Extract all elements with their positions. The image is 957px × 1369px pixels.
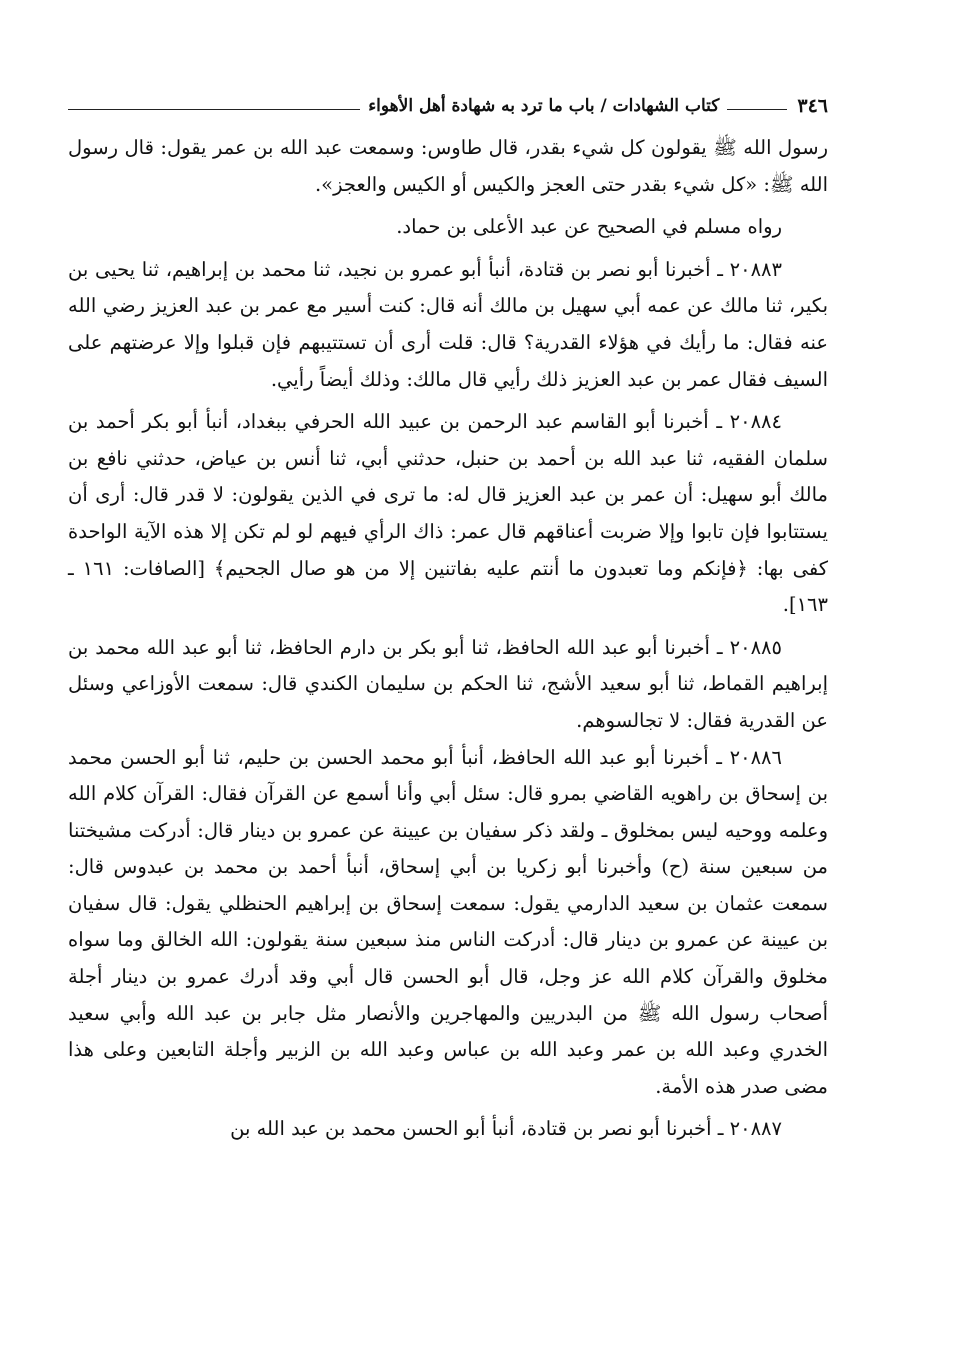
document-body bbox=[68, 130, 828, 1148]
paragraph-narration-note: رواه مسلم في الصحيح عن عبد الأعلى بن حماد. bbox=[396, 215, 782, 239]
paragraph-hadith-20885: ٢٠٨٨٥ ـ أخبرنا أبو عبد الله الحافظ، ثنا أبو بكر بن دارم الحافظ، ثنا أبو عبد الله محمد بن إبراهيم القماط، ثنا أبو سعيد الأشج، ثنا الحكم بن سليمان الكندي قال: سمعت الأوزاعي وسئل عن القدرية فقال: لا تجالسوهم. bbox=[68, 635, 828, 732]
paragraph-hadith-20884: ٢٠٨٨٤ ـ أخبرنا أبو القاسم عبد الرحمن بن عبيد الله الحرفي ببغداد، أنبأ أبو بكر أحمد بن سلمان الفقيه، ثنا عبد الله بن أحمد بن حنبل، حدثني أبي، ثنا أنس بن عياض، حدثني نافع بن مالك أبو سهيل: أن عمر بن عبد العزيز قال له: ما ترى في الذين يقولون: لا قدر قال: أرى أن يستتابوا فإن تابوا وإلا ضربت أعناقهم قال عمر: ذاك الرأي فيهم لو لم تكن إلا هذه الآية الواحدة كفى بها: ﴿فإنكم وما تعبدون ما أنتم عليه بفاتنين إلا من هو صال الجحيم﴾ [الصافات: ١٦١ ـ ١٦٣]. bbox=[68, 410, 829, 617]
paragraph-continuation: رسول الله ﷺ يقولون كل شيء بقدر، قال طاوس: وسمعت عبد الله بن عمر يقول: قال رسول الله ﷺ: «كل شيء بقدر حتى العجز والكيس أو الكيس والعجز». bbox=[68, 136, 828, 196]
paragraph-hadith-20883: ٢٠٨٨٣ ـ أخبرنا أبو نصر بن قتادة، أنبأ أبو عمرو بن نجيد، ثنا محمد بن إبراهيم، ثنا يحيى بن بكير، ثنا مالك عن عمه أبي سهيل بن مالك أنه قال: كنت أسير مع عمر بن عبد العزيز رضي الله عنه فقال: ما رأيك في هؤلاء القدرية؟ قال: قلت أرى أن تستتيبهم فإن قبلوا وإلا عرضتهم على السيف فقال عمر بن عبد العزيز ذلك رأيي قال مالك: وذلك أيضاً رأيي. bbox=[68, 257, 828, 391]
header-rule-right bbox=[727, 109, 787, 110]
paragraph-hadith-20887: ٢٠٨٨٧ ـ أخبرنا أبو نصر بن قتادة، أنبأ أبو الحسن محمد بن عبد الله بن bbox=[230, 1117, 782, 1141]
running-header bbox=[68, 88, 828, 124]
page-number: ٣٤٦ bbox=[797, 95, 828, 117]
paragraph-hadith-20886: ٢٠٨٨٦ ـ أخبرنا أبو عبد الله الحافظ، أنبأ أبو محمد الحسن بن حليم، ثنا أبو الحسن محمد بن إسحاق بن راهويه القاضي بمرو قال: سئل أبي وأنا أسمع عن القرآن فقال: القرآن كلام الله وعلمه ووحيه ليس بمخلوق ـ ولقد ذكر سفيان بن عيينة عن عمرو بن دينار قال: أدركت مشيختنا من سبعين سنة (ح) وأخبرنا أبو زكريا بن أبي إسحاق، أنبأ أحمد بن محمد بن عبدوس قال: سمعت عثمان بن سعيد الدارمي يقول: سمعت إسحاق بن إبراهيم الحنظلي يقول: قال سفيان بن عيينة عن عمرو بن دينار قال: أدركت الناس منذ سبعين سنة يقولون: الله الخالق وما سواه مخلوق والقرآن كلام الله عز وجل، قال أبو الحسن قال أبي وقد أدرك عمرو بن دينار أجلة أصحاب رسول الله ﷺ من البدريين والمهاجرين والأنصار مثل جابر بن عبد الله وأبي سعيد الخدري وعبد الله بن عمر وعبد الله بن عباس وعبد الله بن الزبير وأجلة التابعين وعلى هذا مضى صدر هذه الأمة. bbox=[68, 745, 829, 1098]
document-page bbox=[68, 88, 828, 1154]
header-title: كتاب الشهادات / باب ما ترد به شهادة أهل الأهواء bbox=[368, 96, 720, 116]
header-rule-left bbox=[68, 109, 360, 110]
